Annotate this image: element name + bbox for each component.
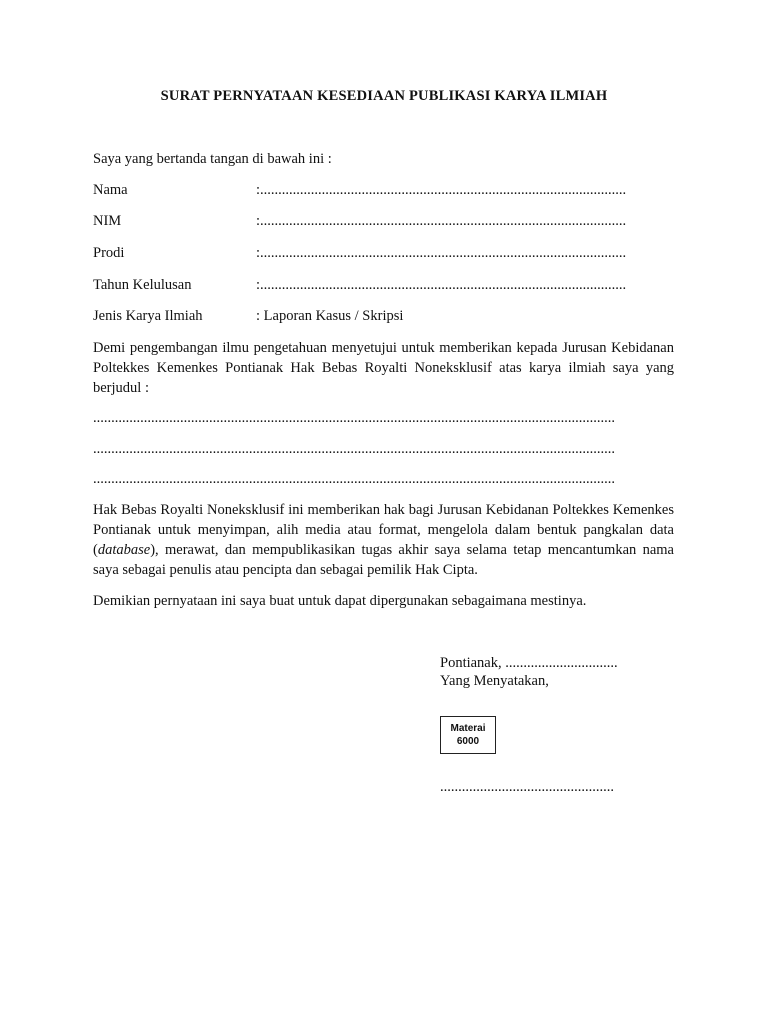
rights-text-before: Hak Bebas Royalti Noneksklusif ini memberikan hak bagi Jurusan Kebidanan Poltekkes Kemenkes Pontianak untuk menyimpan, alih media atau format, mengelola dalam bentuk pangkalan data (	[93, 502, 674, 558]
field-row-prodi	[93, 245, 659, 265]
field-row-jenis-karya	[93, 308, 659, 328]
signatory-label: Yang Menyatakan,	[440, 673, 549, 689]
signature-name-line: ................................................	[440, 779, 614, 795]
stamp-box	[440, 716, 496, 754]
place-date: Pontianak, ...............................	[440, 655, 618, 671]
rights-text-italic: database	[97, 542, 151, 558]
field-value: :.....................................................................................................	[256, 213, 627, 229]
field-value: :.....................................................................................................	[256, 182, 627, 198]
field-label: Jenis Karya Ilmiah	[93, 308, 203, 324]
stamp-label: Materai	[450, 723, 486, 734]
field-row-nama	[93, 182, 659, 202]
field-label: Nama	[93, 182, 128, 198]
rights-text-after: ), merawat, dan mempublikasikan tugas akhir saya selama tetap mencantumkan nama saya sebagai penulis atau pencipta dan sebagai pemilik Hak Cipta.	[93, 542, 674, 578]
field-label: NIM	[93, 213, 122, 229]
rights-paragraph	[93, 500, 674, 580]
field-row-nim	[93, 213, 659, 233]
closing-statement: Demikian pernyataan ini saya buat untuk dapat dipergunakan sebagaimana mestinya.	[93, 593, 587, 609]
field-row-tahun-kelulusan	[93, 277, 659, 297]
field-value: :.....................................................................................................	[256, 277, 627, 293]
consent-paragraph: Demi pengembangan ilmu pengetahuan menyetujui untuk memberikan kepada Jurusan Kebidanan Poltekkes Kemenkes Pontianak Hak Bebas Royalti Noneksklusif atas karya ilmiah saya yang berjudul :	[93, 340, 674, 396]
field-label: Tahun Kelulusan	[93, 277, 192, 293]
document-title: SURAT PERNYATAAN KESEDIAAN PUBLIKASI KARYA ILMIAH	[160, 88, 608, 104]
title-line: ................................................................................................................................................	[93, 410, 615, 426]
stamp-value: 6000	[456, 736, 480, 747]
intro-text: Saya yang bertanda tangan di bawah ini :	[93, 151, 332, 167]
field-value: :.....................................................................................................	[256, 245, 627, 261]
title-line: ................................................................................................................................................	[93, 441, 615, 457]
field-value: : Laporan Kasus / Skripsi	[256, 308, 404, 324]
title-line: ................................................................................................................................................	[93, 471, 615, 487]
field-label: Prodi	[93, 245, 125, 261]
